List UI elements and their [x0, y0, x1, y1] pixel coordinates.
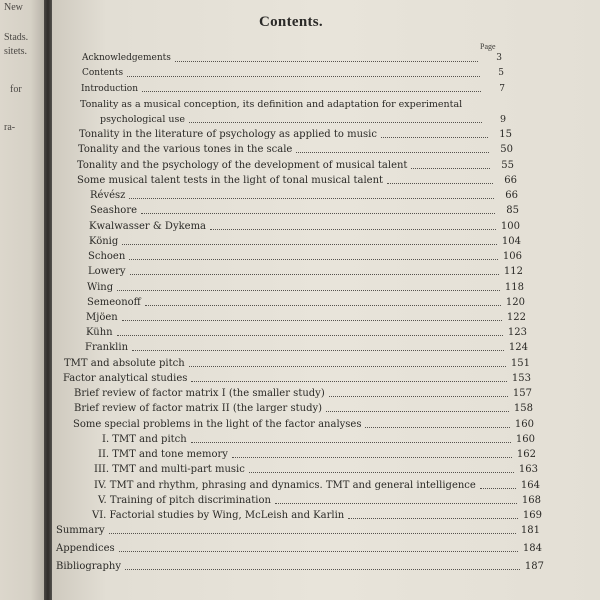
toc-entry-page: 66 [504, 174, 517, 186]
dot-leader [189, 122, 482, 123]
dot-leader [329, 396, 508, 397]
toc-entry [79, 129, 512, 140]
dot-leader [326, 411, 509, 412]
toc-entry [94, 464, 538, 475]
toc-entry-page: 153 [511, 372, 531, 384]
toc-entry-title: Some special problems in the light of the factor analyses [73, 418, 362, 430]
toc-entry-title: I. TMT and pitch [102, 433, 187, 445]
toc-entry-page: 160 [515, 433, 535, 445]
dot-leader [141, 213, 495, 214]
toc-entry-title: Wing [87, 281, 114, 293]
toc-entry-title: Franklin [85, 342, 129, 354]
toc-entry-title: Acknowledgements [82, 53, 171, 63]
dot-leader [122, 320, 502, 321]
toc-entry-title: Contents [82, 68, 124, 79]
toc-entry-title: Summary [56, 525, 105, 536]
dot-leader [249, 472, 514, 473]
toc-entry [87, 282, 524, 293]
toc-entry-title: Appendices [56, 543, 115, 554]
toc-entry-page: 100 [500, 220, 520, 232]
dot-leader [210, 229, 496, 230]
toc-entry-page: 162 [516, 449, 536, 461]
toc-entry [73, 419, 534, 430]
dot-leader [275, 503, 517, 504]
toc-entry-title: Kwalwasser & Dykema [89, 220, 207, 232]
toc-entry [88, 266, 523, 277]
toc-entry [87, 297, 525, 308]
left-facing-page [0, 0, 44, 600]
toc-entry [56, 561, 544, 572]
toc-entry-title: Some musical talent tests in the light of tonal musical talent [77, 174, 384, 186]
toc-entry-page: 123 [507, 327, 527, 339]
page-column-header: Page [480, 42, 496, 51]
toc-entry-page: 169 [522, 510, 542, 521]
dot-leader [381, 137, 488, 138]
dot-leader [119, 551, 518, 552]
dot-leader [129, 198, 494, 199]
toc-entry-page: 120 [505, 296, 525, 308]
toc-entry [77, 175, 517, 186]
toc-entry [82, 53, 502, 63]
dot-leader [191, 442, 511, 443]
dot-leader [130, 274, 499, 275]
toc-entry [78, 144, 513, 155]
left-page-fragment: New [4, 2, 23, 13]
toc-entry-title: Bibliography [56, 561, 121, 572]
dot-leader [348, 518, 518, 519]
toc-entry-page: 104 [501, 235, 521, 247]
toc-entry-title: Semeonoff [87, 296, 141, 308]
toc-entry [77, 160, 514, 171]
toc-entry [90, 190, 518, 201]
toc-entry-page: 157 [512, 388, 532, 400]
toc-entry-title: Introduction [81, 83, 138, 94]
dot-leader [142, 91, 481, 92]
toc-entry-page: 55 [501, 159, 514, 171]
dot-leader [117, 290, 500, 291]
toc-entry-page: 66 [505, 190, 518, 202]
left-page-fragment: ra- [4, 122, 16, 133]
toc-entry [89, 236, 521, 247]
toc-entry [88, 251, 522, 262]
dot-leader [411, 168, 490, 169]
book-gutter [44, 0, 52, 600]
dot-leader [109, 533, 516, 534]
toc-entry [86, 312, 526, 323]
toc-entry-page: 3 [496, 53, 502, 63]
dot-leader [387, 183, 493, 184]
toc-entry [90, 205, 519, 216]
toc-entry-page: 124 [508, 342, 528, 354]
dot-leader [232, 457, 512, 458]
toc-entry-page: 184 [522, 543, 542, 554]
toc-entry-continuation: psychological use [100, 113, 186, 125]
toc-entry [74, 403, 533, 414]
toc-entry [74, 388, 532, 399]
dot-leader [145, 305, 501, 306]
toc-entry-title: II. TMT and tone memory [98, 449, 228, 461]
toc-entry [64, 358, 530, 369]
toc-entry-title: Schoen [88, 251, 126, 262]
toc-entry-page: 163 [518, 464, 538, 476]
toc-entry-title: VI. Factorial studies by Wing, McLeish and Karlin [92, 510, 345, 521]
dot-leader [132, 350, 504, 351]
dot-leader [125, 569, 520, 570]
toc-entry [86, 327, 527, 338]
toc-entry [85, 342, 528, 353]
dot-leader [129, 259, 498, 260]
dot-leader [127, 76, 480, 77]
dot-leader [480, 488, 516, 489]
toc-entry-title: Tonality and the psychology of the development of musical talent [77, 159, 408, 171]
toc-entry-title: Kühn [86, 327, 113, 339]
toc-entry-title: Brief review of factor matrix I (the smaller study) [74, 388, 325, 400]
toc-entry-title: Révész [90, 190, 126, 202]
toc-entry [92, 510, 542, 521]
dot-leader [122, 244, 497, 245]
toc-entry [89, 221, 520, 232]
dot-leader [296, 152, 489, 153]
toc-entry-title: Factor analytical studies [63, 372, 188, 384]
toc-entry-page: 160 [514, 418, 534, 430]
toc-entry [98, 449, 536, 460]
dot-leader [175, 61, 478, 62]
toc-entry-page: 9 [499, 113, 506, 125]
toc-entry-page: 118 [504, 281, 524, 293]
toc-entry-title: TMT and absolute pitch [64, 357, 185, 369]
toc-entry-title: Brief review of factor matrix II (the larger study) [74, 403, 323, 415]
toc-entry [56, 525, 540, 536]
toc-entry [94, 480, 540, 491]
toc-entry-title: V. Training of pitch discrimination [98, 494, 271, 506]
table-of-contents [52, 0, 600, 600]
left-page-fragment: for [10, 84, 22, 95]
toc-entry-page: 5 [498, 68, 504, 79]
toc-entry [81, 84, 505, 94]
toc-entry-page: 181 [520, 525, 540, 536]
toc-entry [98, 495, 541, 506]
toc-entry-title: Tonality in the literature of psychology as applied to music [79, 129, 377, 141]
toc-entry [63, 373, 531, 384]
toc-entry-page: 85 [506, 205, 519, 217]
toc-entry-title: Tonality as a musical conception, its definition and adaptation for experimental [80, 98, 463, 110]
dot-leader [117, 335, 503, 336]
toc-entry-title: Seashore [90, 205, 138, 217]
toc-entry-title: III. TMT and multi-part music [94, 464, 245, 476]
toc-entry-page: 122 [506, 312, 526, 323]
toc-entry [100, 114, 506, 125]
left-page-fragment: Stads. [4, 32, 29, 43]
toc-entry-title: Lowery [88, 266, 126, 278]
toc-entry-page: 164 [520, 479, 540, 491]
toc-entry-page: 50 [500, 144, 513, 156]
dot-leader [191, 381, 507, 382]
toc-entry-page: 151 [510, 357, 530, 369]
toc-entry-page: 168 [521, 494, 541, 506]
toc-entry-page: 158 [513, 403, 533, 415]
toc-entry [82, 68, 504, 78]
toc-entry-title: Mjöen [86, 312, 118, 323]
toc-entry-title: IV. TMT and rhythm, phrasing and dynamics. TMT and general intelligence [94, 479, 476, 491]
toc-entry-page: 106 [502, 251, 522, 262]
toc-entry-page: 7 [499, 83, 505, 94]
dot-leader [189, 366, 506, 367]
toc-entry [102, 434, 535, 445]
toc-entry-title: Tonality and the various tones in the scale [78, 144, 293, 156]
toc-entry-page: 112 [503, 266, 523, 278]
toc-entry-page: 187 [524, 561, 544, 572]
toc-entry-page: 15 [499, 129, 512, 141]
page-title: Contents. [259, 14, 323, 30]
toc-entry [56, 543, 542, 554]
dot-leader [365, 427, 510, 428]
toc-entry-title: König [89, 235, 119, 247]
contents-page [52, 0, 600, 600]
left-page-fragment: sitets. [4, 46, 28, 57]
